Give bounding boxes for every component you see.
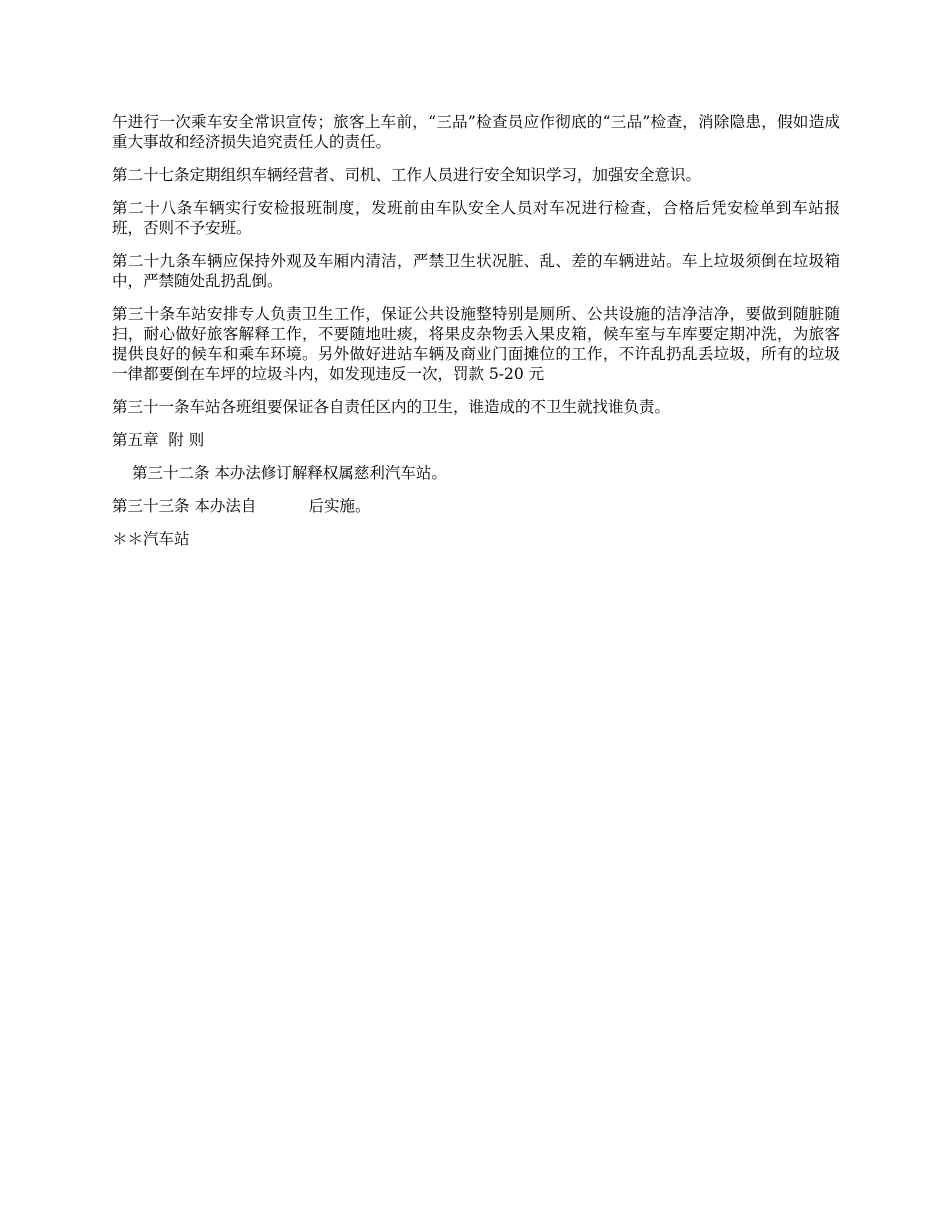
paragraph-article-28: 第二十八条车辆实行安检报班制度，发班前由车队安全人员对车况进行检查，合格后凭安检单到车站报班，否则不予安班。 [112, 199, 840, 237]
article-33-start: 第三十三条 本办法自 [112, 497, 257, 515]
paragraph-article-31: 第三十一条车站各班组要保证各自责任区内的卫生，谁造成的不卫生就找谁负责。 [112, 398, 671, 416]
chapter-heading [112, 430, 840, 450]
chapter-heading-text: 第五章 附 则 [112, 431, 205, 449]
paragraph-safety-check: 午进行一次乘车安全常识宣传；旅客上车前，“三品”检查员应作彻底的“三品”检查，消除隐患，假如造成重大事故和经济损失追究责任人的责任。 [112, 113, 840, 151]
paragraph-article-29: 第二十九条车辆应保持外观及车厢内清洁，严禁卫生状况脏、乱、差的车辆进站。车上垃圾须倒在垃圾箱中，严禁随处乱扔乱倒。 [112, 252, 840, 290]
paragraph-article-33 [112, 496, 840, 516]
article-33-end: 后实施。 [308, 497, 371, 515]
document-page [112, 112, 840, 562]
paragraph-article-30: 第三十条车站安排专人负责卫生工作，保证公共设施整特别是厕所、公共设施的洁净洁净，要做到随脏随扫，耐心做好旅客解释工作，不要随地吐痰，将果皮杂物丢入果皮箱，候车室与车库要定期冲洗，为旅客提供良好的候车和乘车环境。另外做好进站车辆及商业门面摊位的工作，不许乱扔乱丢垃圾，所有的垃圾一律都要倒在车坪的垃圾斗内，如发现违反一次，罚款 5-20 元 [112, 305, 840, 383]
signature: ＊＊汽车站 [112, 530, 190, 548]
paragraph-article-27: 第二十七条定期组织车辆经营者、司机、工作人员进行安全知识学习，加强安全意识。 [112, 166, 702, 184]
paragraph-article-32: 第三十二条 本办法修订解释权属慈利汽车站。 [132, 464, 447, 482]
